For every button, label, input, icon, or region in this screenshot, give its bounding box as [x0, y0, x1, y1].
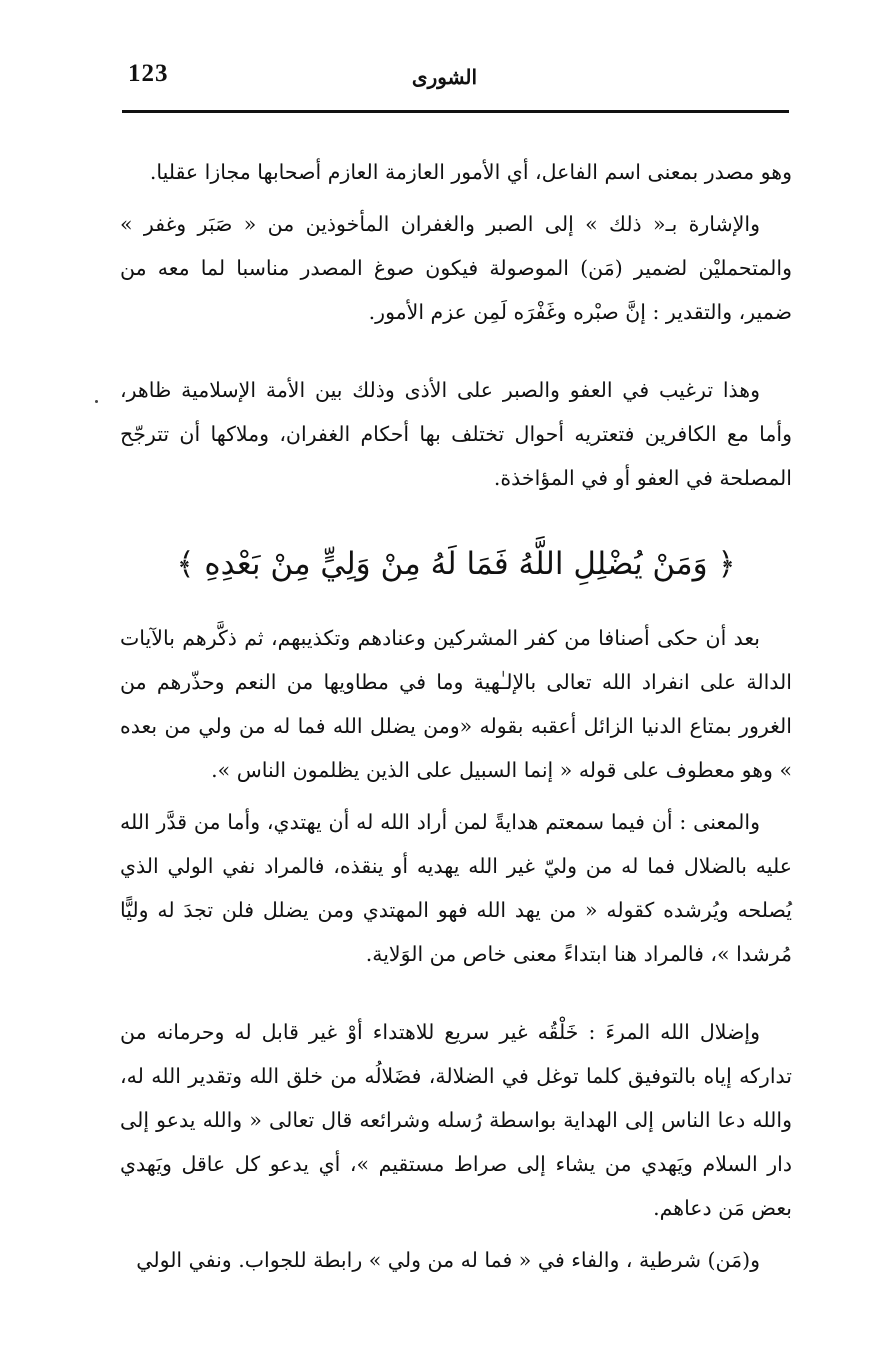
body-text [120, 150, 792, 1290]
quran-verse: ﴿ وَمَنْ يُضْلِلِ اللَّهُ فَمَا لَهُ مِنْ وَلِيٍّ مِنْ بَعْدِهِ ﴾ [176, 546, 736, 582]
paragraph-3: وهذا ترغيب في العفو والصبر على الأذى وذلك بين الأمة الإسلامية ظاهر، وأما مع الكافرين فتعتريه أحوال تختلف بها أحكام الغفران، وملاكها أن تترجّح المصلحة في العفو أو في المؤاخذة. [120, 378, 792, 490]
page-number: 123 [128, 60, 169, 87]
paragraph-7: و(مَن) شرطية ، والفاء في « فما له من ولي » رابطة للجواب. ونفي الولي [136, 1248, 760, 1272]
stray-dot [95, 400, 98, 403]
running-title: الشورى [411, 65, 478, 89]
paragraph-4: بعد أن حكى أصنافا من كفر المشركين وعنادهم وتكذيبهم، ثم ذكَّرهم بالآيات الدالة على انفراد الله تعالى بالإلـٰهية وما في مطاويها من النعم وحذّرهم من الغرور بمتاع الدنيا الزائل أعقبه بقوله «ومن يضلل الله فما له من ولي من بعده » وهو معطوف على قوله « إنما السبيل على الذين يظلمون الناس ». [120, 626, 792, 782]
paragraph-1: وهو مصدر بمعنى اسم الفاعل، أي الأمور العازمة العازم أصحابها مجازا عقليا. [149, 160, 792, 184]
paragraph-gap [120, 984, 792, 1010]
paragraph-5: والمعنى : أن فيما سمعتم هدايةً لمن أراد الله له أن يهتدي، وأما من قدَّر الله عليه بالضلال فما له من وليّ غير الله يهديه أو ينقذه، فالمراد نفي الولي الذي يُصلحه ويُرشده كقوله « من يهد الله فهو المهتدي ومن يضلل فلن تجدَ له وليًّا مُرشدا »، فالمراد هنا ابتداءً معنى خاص من الوَلاية. [120, 810, 792, 966]
paragraph-gap [120, 342, 792, 368]
paragraph-6: وإضلال الله المرءَ : خَلْقُه غير سريع للاهتداء أوْ غير قابل له وحرمانه من تداركه إياه بالتوفيق كلما توغل في الضلالة، فضَلالُه من خلق الله وتقدير الله له، والله دعا الناس إلى الهداية بواسطة رُسله وشرائعه قال تعالى « والله يدعو إلى دار السلام ويَهدي من يشاء إلى صراط مستقيم »، أي يدعو كل عاقل ويَهدي بعض مَن دعاهم. [120, 1020, 792, 1220]
paragraph-2: والإشارة بـ« ذلك » إلى الصبر والغفران المأخوذين من « صَبَر وغفر » والمتحمليْن لضمير (مَن) الموصولة فيكون صوغ المصدر مناسبا لما معه من ضمير، والتقدير : إنَّ صبْره وغَفْرَه لَمِن عزم الأمور. [120, 212, 792, 324]
header-rule [122, 110, 789, 113]
